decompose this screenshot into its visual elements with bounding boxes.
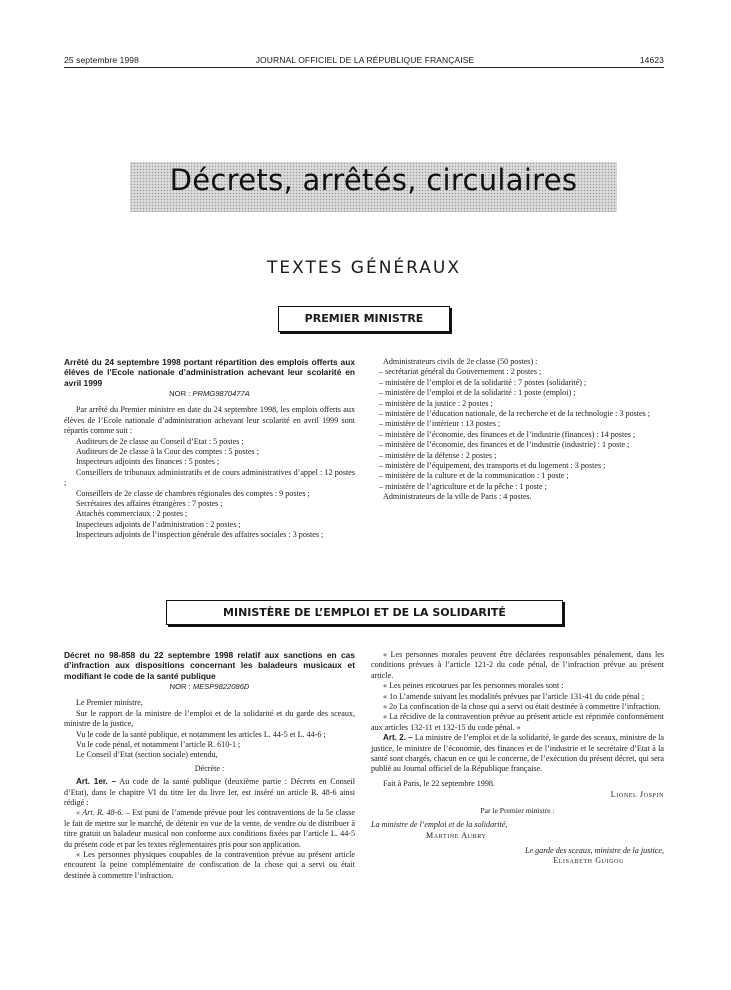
article-1 (64, 777, 355, 808)
arrete-nor (64, 389, 355, 399)
decret-paragraph: Vu le code de la santé publique, et notamment les articles L. 44-5 et L. 44-6 ; (76, 729, 326, 739)
decret-paragraph: « La récidive de la contravention prévue au présent article est réprimée conformément aux articles 132-11 et 132-15 du code pénal. » (371, 712, 664, 732)
decret-paragraph: Vu le code pénal, et notamment l’article R. 610-1 ; (76, 739, 241, 749)
arrete-right-item: – ministère de la justice : 2 postes ; (379, 398, 493, 408)
article-1-label: Art. 1er. – (76, 777, 117, 787)
arrete-line: Conseillers de 2e classe de chambres régionales des comptes : 9 postes ; (76, 488, 310, 498)
arrete-right-item: – ministère de l’économie, des finances et de l’industrie (finances) : 14 postes ; (379, 429, 636, 439)
arrete-line: Secrétaires des affaires étrangères : 7 postes ; (76, 498, 223, 508)
header-date: 25 septembre 1998 (64, 55, 139, 65)
par-le-premier-ministre: Par le Premier ministre : (480, 805, 555, 815)
arrete-line: Auditeurs de 2e classe au Conseil d’Etat : 5 postes ; (76, 436, 244, 446)
decret-paragraph: « Les peines encourues par les personnes morales sont : (383, 681, 564, 691)
decret-paragraph: Sur le rapport de la ministre de l’emploi et de la solidarité et du garde des sceaux, ministre de la justice, (64, 708, 355, 729)
header-journal-title: JOURNAL OFFICIEL DE LA RÉPUBLIQUE FRANÇAISE (255, 55, 475, 65)
decret-paragraph: « 1o L’amende suivant les modalités prévues par l’article 131-41 du code pénal ; (383, 691, 645, 701)
article-1-text: Au code de la santé publique (deuxième partie : Décrets en Conseil d’Etat), dans le chapitre VI du titre Ier du livre Ier, est inséré un article R. 48-6 ainsi rédigé : (64, 777, 355, 807)
signature-premier-ministre: Lionel Jospin (610, 790, 664, 800)
arrete-right-intro: Administrateurs civils de 2e classe (50 postes) : (383, 357, 538, 366)
decret-paragraph: « Les personnes morales peuvent être déclarées responsables pénalement, dans les conditions prévues à l’article 121-2 du code pénal, de l’infraction prévue au présent article. (371, 650, 664, 680)
decret-paragraph: « Les personnes physiques coupables de la contravention prévue au présent article encourent la peine complémentaire de confiscation de la chose qui a servi ou était destinée à commettre l’infraction. (64, 849, 355, 880)
arrete-right-item: – ministère de la défense : 2 postes ; (379, 450, 497, 460)
nor-label: NOR : (169, 681, 191, 691)
arrete-right-item: – ministère de l’équipement, des transports et du logement : 3 postes ; (379, 461, 606, 471)
nor-label: NOR : (169, 388, 191, 398)
arrete-right-item: – ministère de l’économie, des finances et de l’industrie (industrie) : 1 poste ; (379, 440, 630, 450)
decret-title: Décret no 98-858 du 22 septembre 1998 relatif aux sanctions en cas d’infraction aux dispositions concernant les baladeurs musicaux et modifiant le code de la santé publique (64, 650, 355, 681)
article-2-text: La ministre de l’emploi et de la solidarité, le garde des sceaux, ministre de la justice, le ministre de l’économie, des finances et de l’industrie et le secrétaire d’Etat à la santé sont chargés, chacun en ce qui le concerne, de l’exécution du présent décret, qui sera publié au Journal officiel de la République française. (371, 733, 664, 774)
section-title: TEXTES GÉNÉRAUX (266, 258, 461, 278)
article-r48-6-label: « Art. R. 48-6. – (76, 808, 130, 818)
article-2-label: Art. 2. – (383, 733, 413, 743)
arrete-line: Auditeurs de 2e classe à la Cour des comptes : 5 postes ; (76, 446, 259, 456)
decret-right-column (371, 650, 664, 867)
arrete-left-column (64, 357, 355, 541)
arrete-right-item: – ministère de l’emploi et de la solidarité : 7 postes (solidarité) ; (379, 377, 587, 387)
ministry-heading-premier-ministre: PREMIER MINISTRE (278, 306, 450, 332)
article-2 (371, 733, 664, 775)
decrete-line: Décrète : (194, 763, 225, 773)
nor-code: PRMG9870477A (192, 388, 250, 398)
decret-paragraph: Le Premier ministre, (76, 698, 143, 708)
arrete-right-item: – ministère de l’éducation nationale, de la recherche et de la technologie : 3 postes ; (379, 409, 651, 419)
signature-garde-des-sceaux: Elisabeth Guigou (553, 856, 624, 866)
arrete-line: Inspecteurs adjoints des finances : 5 postes ; (76, 457, 220, 467)
arrete-right-item: – ministère de la culture et de la communication : 1 poste ; (379, 471, 569, 481)
decret-nor (64, 682, 355, 692)
arrete-right-item: – ministère de l’intérieur : 13 postes ; (379, 419, 501, 429)
arrete-right-item: – ministère de l’agriculture et de la pêche : 1 poste ; (379, 481, 547, 491)
ministry-heading-emploi-solidarite: MINISTÈRE DE L’EMPLOI ET DE LA SOLIDARITÉ (166, 600, 563, 625)
decret-paragraph: « 2o La confiscation de la chose qui a servi ou était destinée à commettre l’infraction. (383, 702, 661, 712)
arrete-intro: Par arrêté du Premier ministre en date du 24 septembre 1998, les emplois offerts aux élèves de l’Ecole nationale d’administration achevant leur scolarité en avril 1999 sont répartis comme suit : (64, 405, 355, 436)
arrete-line: Attachés commerciaux : 2 postes ; (76, 509, 188, 519)
arrete-right-item: – ministère de l’emploi et de la solidarité : 1 poste (emploi) ; (379, 388, 576, 398)
decret-left-column (64, 650, 355, 881)
banner-title: Décrets, arrêtés, circulaires (169, 163, 578, 197)
signature-role-garde-des-sceaux: Le garde des sceaux, ministre de la justice, (525, 845, 664, 855)
header-rule (64, 67, 664, 68)
arrete-line: Inspecteurs adjoints de l’administration : 2 postes ; (76, 519, 241, 529)
fait-a-paris: Fait à Paris, le 22 septembre 1998. (383, 778, 495, 788)
signature-ministre-emploi: Martine Aubry (426, 830, 487, 840)
decret-paragraph: Le Conseil d’Etat (section sociale) entendu, (76, 750, 218, 760)
article-r48-6-text: Est puni de l’amende prévue pour les contraventions de la 5e classe le fait de mettre sur le marché, de détenir en vue de la vente, de vendre ou de distribuer à titre gratuit un baladeur musical non conforme aux conditions fixées par l’article L. 44-5 du présent code et par les textes réglementaires pris pour son application. (64, 808, 355, 849)
signature-role-ministre-emploi: La ministre de l’emploi et de la solidarité, (371, 820, 508, 830)
arrete-right-column (371, 357, 664, 503)
header-page-number: 14623 (639, 55, 664, 65)
article-r48-6 (64, 808, 355, 850)
arrete-right-outro: Administrateurs de la ville de Paris : 4 postes. (383, 492, 532, 502)
arrete-right-item: – secrétariat général du Gouvernement : 2 postes ; (379, 367, 542, 377)
arrete-line: Conseillers de tribunaux administratifs et de cours administratives d’appel : 12 postes ; (64, 467, 355, 488)
arrete-title: Arrêté du 24 septembre 1998 portant répartition des emplois offerts aux élèves de l’Ecole nationale d’administration achevant leur scolarité en avril 1999 (64, 357, 355, 388)
arrete-line: Inspecteurs adjoints de l’inspection générale des affaires sociales : 3 postes ; (76, 530, 324, 540)
nor-code: MESP9822086D (192, 681, 250, 691)
